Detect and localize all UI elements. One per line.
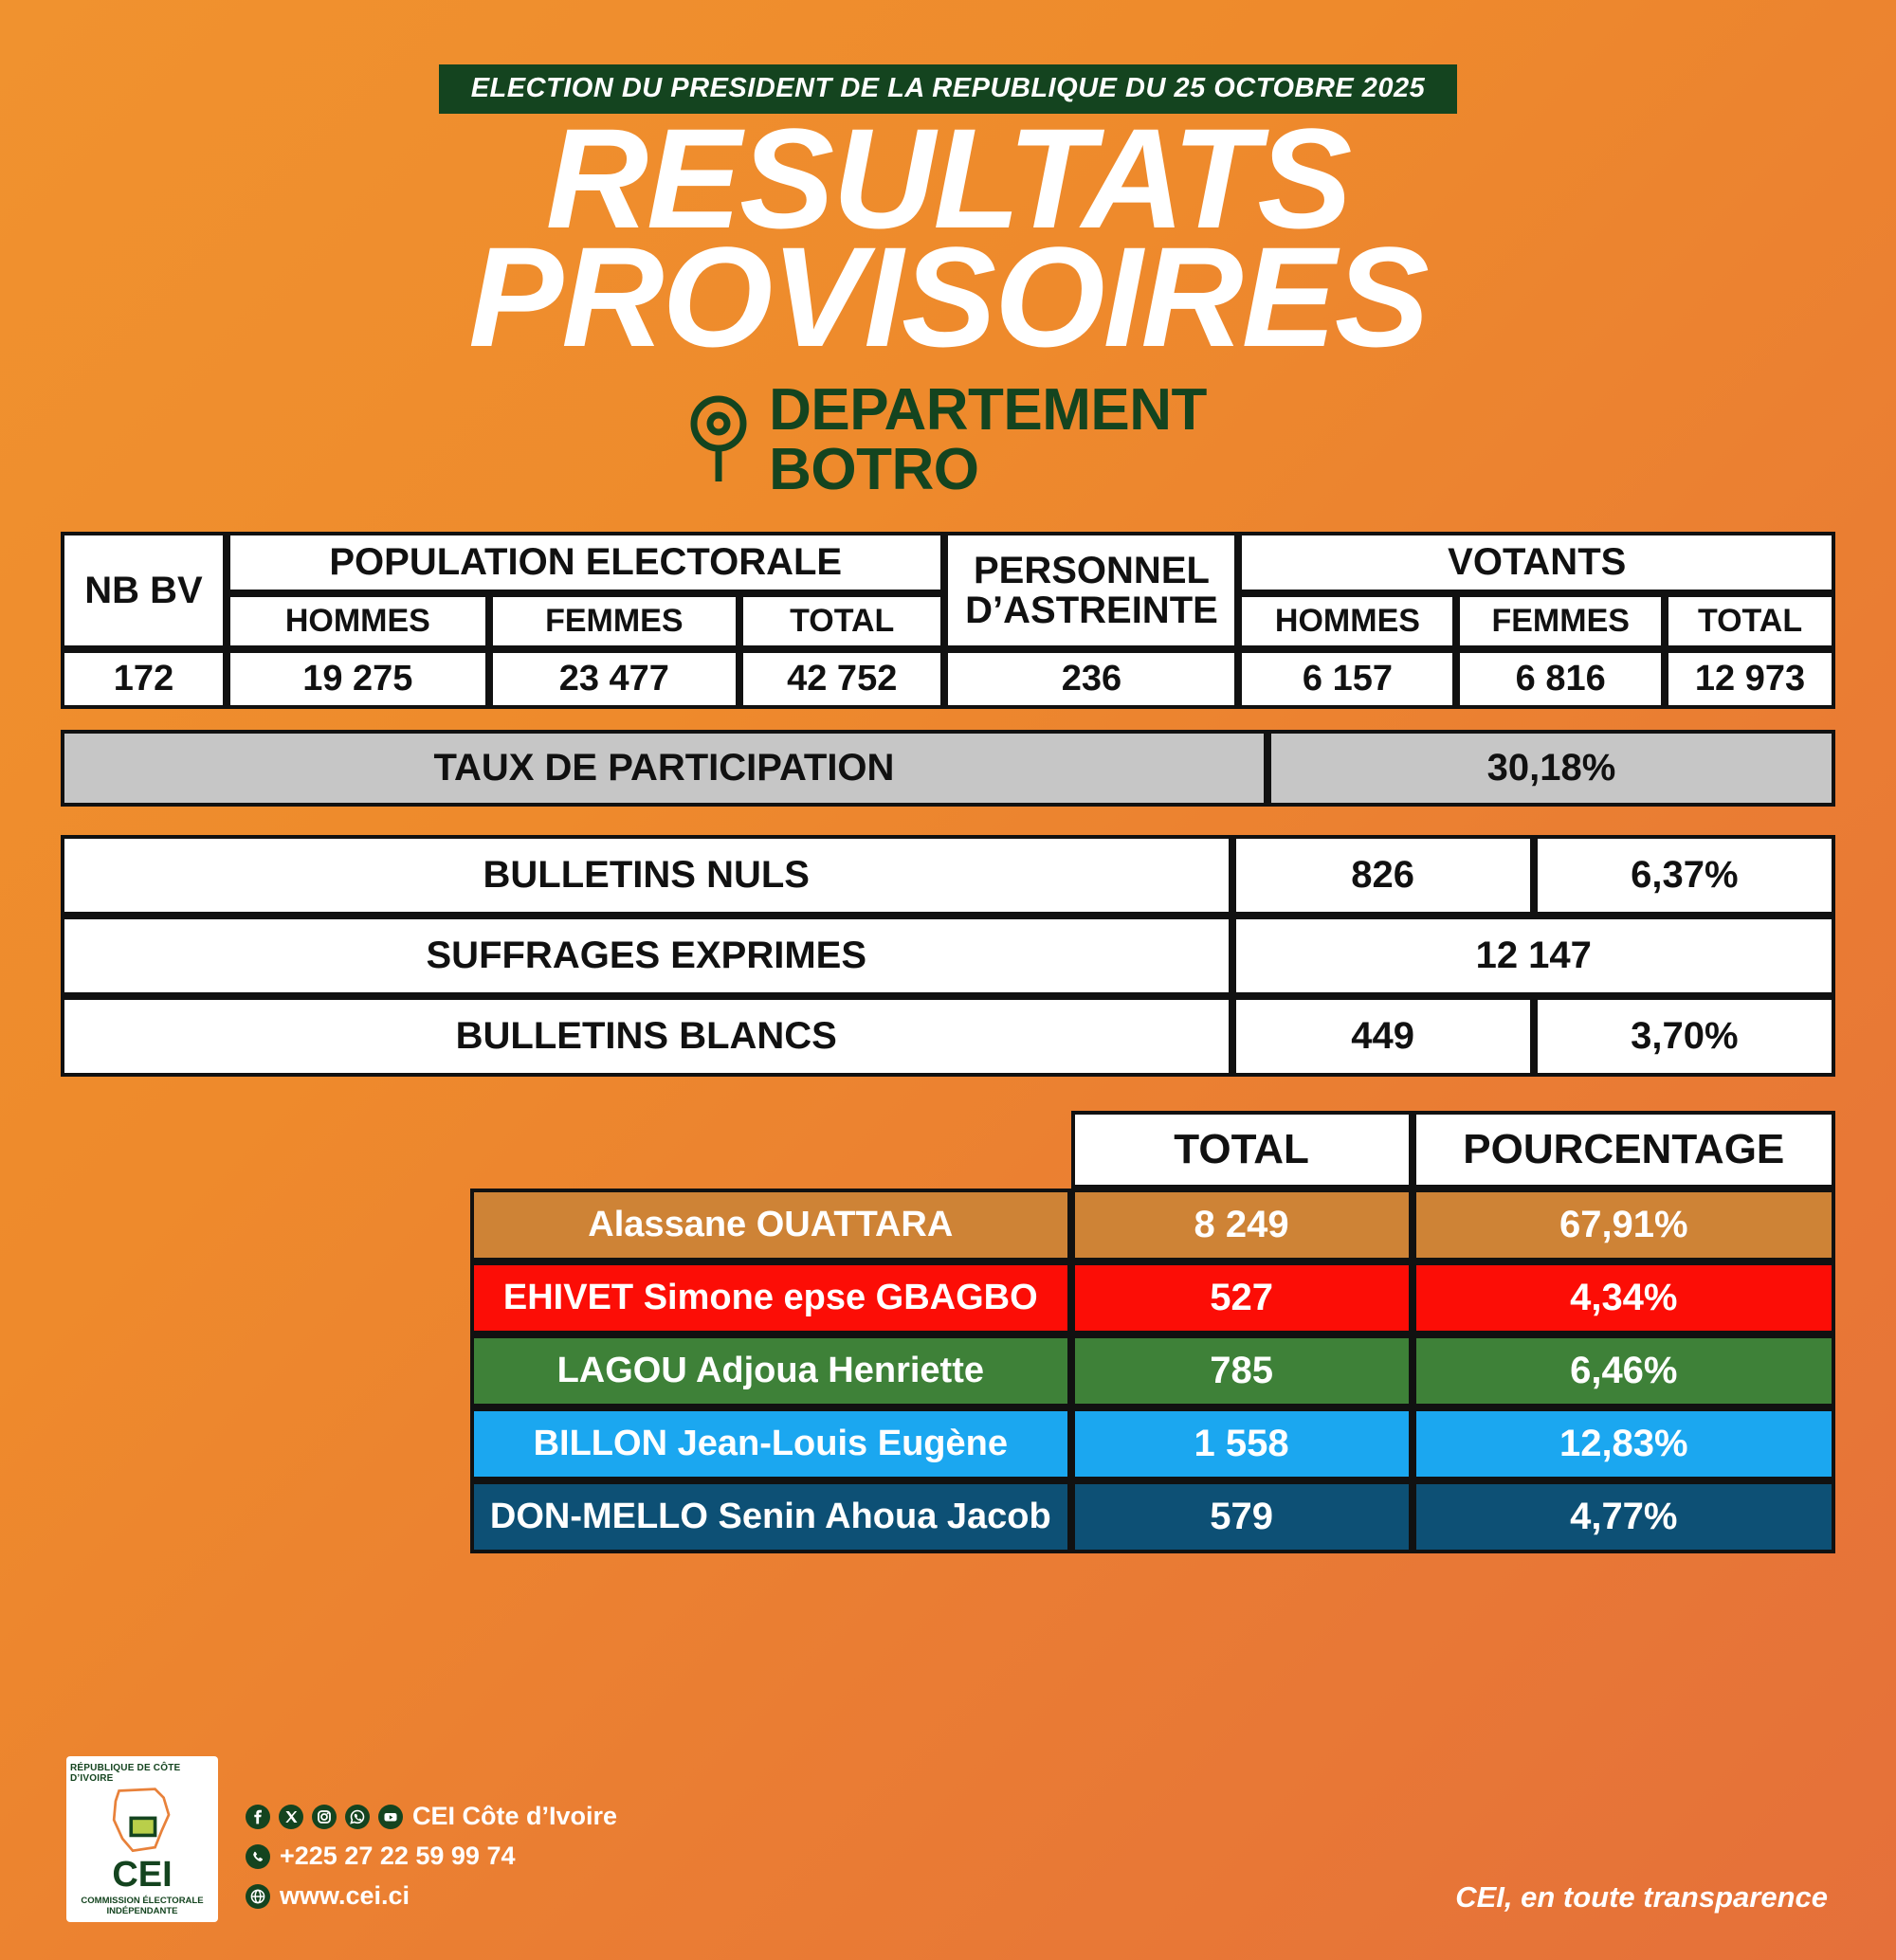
value-pop-total: 42 752	[739, 649, 944, 709]
candidate-name: LAGOU Adjoua Henriette	[470, 1334, 1071, 1407]
department-name: BOTRO	[769, 437, 979, 503]
facebook-icon[interactable]	[245, 1804, 271, 1830]
stats-tables	[61, 532, 1835, 1077]
department-block	[0, 377, 1896, 503]
candidate-pct: 4,34%	[1413, 1261, 1835, 1334]
table-row	[61, 916, 1835, 996]
table-row	[470, 1261, 1835, 1334]
bulletins-blancs-pct: 3,70%	[1534, 996, 1835, 1077]
bulletins-table	[61, 835, 1835, 1077]
header-vot-femmes: FEMMES	[1456, 593, 1665, 649]
suffrages-label: SUFFRAGES EXPRIMES	[61, 916, 1232, 996]
header-population: POPULATION ELECTORALE	[227, 532, 944, 593]
candidates-header-row	[470, 1111, 1835, 1189]
bulletins-blancs-total: 449	[1232, 996, 1534, 1077]
value-vot-femmes: 6 816	[1456, 649, 1665, 709]
candidate-total: 527	[1071, 1261, 1413, 1334]
participation-value: 30,18%	[1267, 730, 1835, 807]
candidates-header-spacer	[470, 1111, 1071, 1189]
value-vot-hommes: 6 157	[1238, 649, 1456, 709]
cei-logo	[66, 1756, 218, 1922]
globe-icon	[245, 1883, 271, 1910]
candidates-table	[470, 1111, 1835, 1553]
website-url[interactable]: www.cei.ci	[280, 1881, 410, 1911]
phone-icon	[245, 1843, 271, 1870]
bulletins-nuls-pct: 6,37%	[1534, 835, 1835, 916]
candidate-pct: 4,77%	[1413, 1480, 1835, 1553]
value-pop-femmes: 23 477	[489, 649, 739, 709]
instagram-icon[interactable]	[311, 1804, 337, 1830]
header-votants: VOTANTS	[1238, 532, 1835, 593]
title-line-1: RESULTATS	[545, 99, 1351, 258]
col-total-header: TOTAL	[1071, 1111, 1413, 1189]
header-nb-bv: NB BV	[61, 532, 227, 649]
candidate-total: 785	[1071, 1334, 1413, 1407]
social-line	[245, 1797, 617, 1837]
social-handle: CEI Côte d’Ivoire	[412, 1802, 618, 1831]
table-row	[61, 996, 1835, 1077]
table-row	[470, 1334, 1835, 1407]
header-vot-hommes: HOMMES	[1238, 593, 1456, 649]
suffrages-total: 12 147	[1232, 916, 1835, 996]
bulletins-blancs-label: BULLETINS BLANCS	[61, 996, 1232, 1077]
candidate-name: BILLON Jean-Louis Eugène	[470, 1407, 1071, 1480]
header-pop-total: TOTAL	[739, 593, 944, 649]
candidate-name: Alassane OUATTARA	[470, 1189, 1071, 1261]
ivory-coast-map-icon	[98, 1786, 187, 1856]
phone-line	[245, 1837, 617, 1877]
logo-republic-label: RÉPUBLIQUE DE CÔTE D’IVOIRE	[70, 1763, 181, 1784]
tagline: CEI, en toute transparence	[1455, 1880, 1828, 1914]
candidate-total: 1 558	[1071, 1407, 1413, 1480]
bulletins-nuls-total: 826	[1232, 835, 1534, 916]
x-twitter-icon[interactable]	[278, 1804, 304, 1830]
candidate-pct: 67,91%	[1413, 1189, 1835, 1261]
department-text	[769, 377, 1207, 503]
participation-table	[61, 730, 1835, 807]
candidate-name: DON-MELLO Senin Ahoua Jacob	[470, 1480, 1071, 1553]
header-pop-femmes: FEMMES	[489, 593, 739, 649]
candidate-name: EHIVET Simone epse GBAGBO	[470, 1261, 1071, 1334]
contact-block	[245, 1797, 617, 1922]
participation-label: TAUX DE PARTICIPATION	[61, 730, 1267, 807]
social-icons[interactable]	[245, 1804, 404, 1830]
bulletins-nuls-label: BULLETINS NULS	[61, 835, 1232, 916]
location-pin-icon	[689, 394, 748, 485]
candidate-total: 8 249	[1071, 1189, 1413, 1261]
department-label: DEPARTEMENT	[769, 377, 1207, 443]
logo-subtitle: COMMISSION ÉLECTORALE INDÉPENDANTE	[81, 1896, 204, 1917]
electoral-table	[61, 532, 1835, 709]
value-nb-bv: 172	[61, 649, 227, 709]
event-banner: ELECTION DU PRESIDENT DE LA REPUBLIQUE DU 25 OCTOBRE 2025	[439, 64, 1458, 114]
header-pop-hommes: HOMMES	[227, 593, 489, 649]
logo-acronym: CEI	[112, 1855, 173, 1896]
website-line	[245, 1877, 617, 1916]
title-line-2: PROVISOIRES	[468, 216, 1428, 376]
table-row	[470, 1407, 1835, 1480]
col-pourcentage-header: POURCENTAGE	[1413, 1111, 1835, 1189]
page-title	[0, 99, 1896, 376]
candidate-pct: 12,83%	[1413, 1407, 1835, 1480]
candidates-section	[470, 1111, 1835, 1553]
header-personnel: PERSONNEL D’ASTREINTE	[944, 532, 1238, 649]
candidate-pct: 6,46%	[1413, 1334, 1835, 1407]
table-row	[61, 835, 1835, 916]
value-personnel: 236	[944, 649, 1238, 709]
candidate-total: 579	[1071, 1480, 1413, 1553]
footer	[66, 1756, 617, 1922]
value-pop-hommes: 19 275	[227, 649, 489, 709]
table-row	[470, 1189, 1835, 1261]
header-vot-total: TOTAL	[1665, 593, 1835, 649]
value-vot-total: 12 973	[1665, 649, 1835, 709]
phone-number: +225 27 22 59 99 74	[280, 1842, 516, 1871]
whatsapp-icon[interactable]	[344, 1804, 371, 1830]
table-row	[470, 1480, 1835, 1553]
youtube-icon[interactable]	[377, 1804, 404, 1830]
